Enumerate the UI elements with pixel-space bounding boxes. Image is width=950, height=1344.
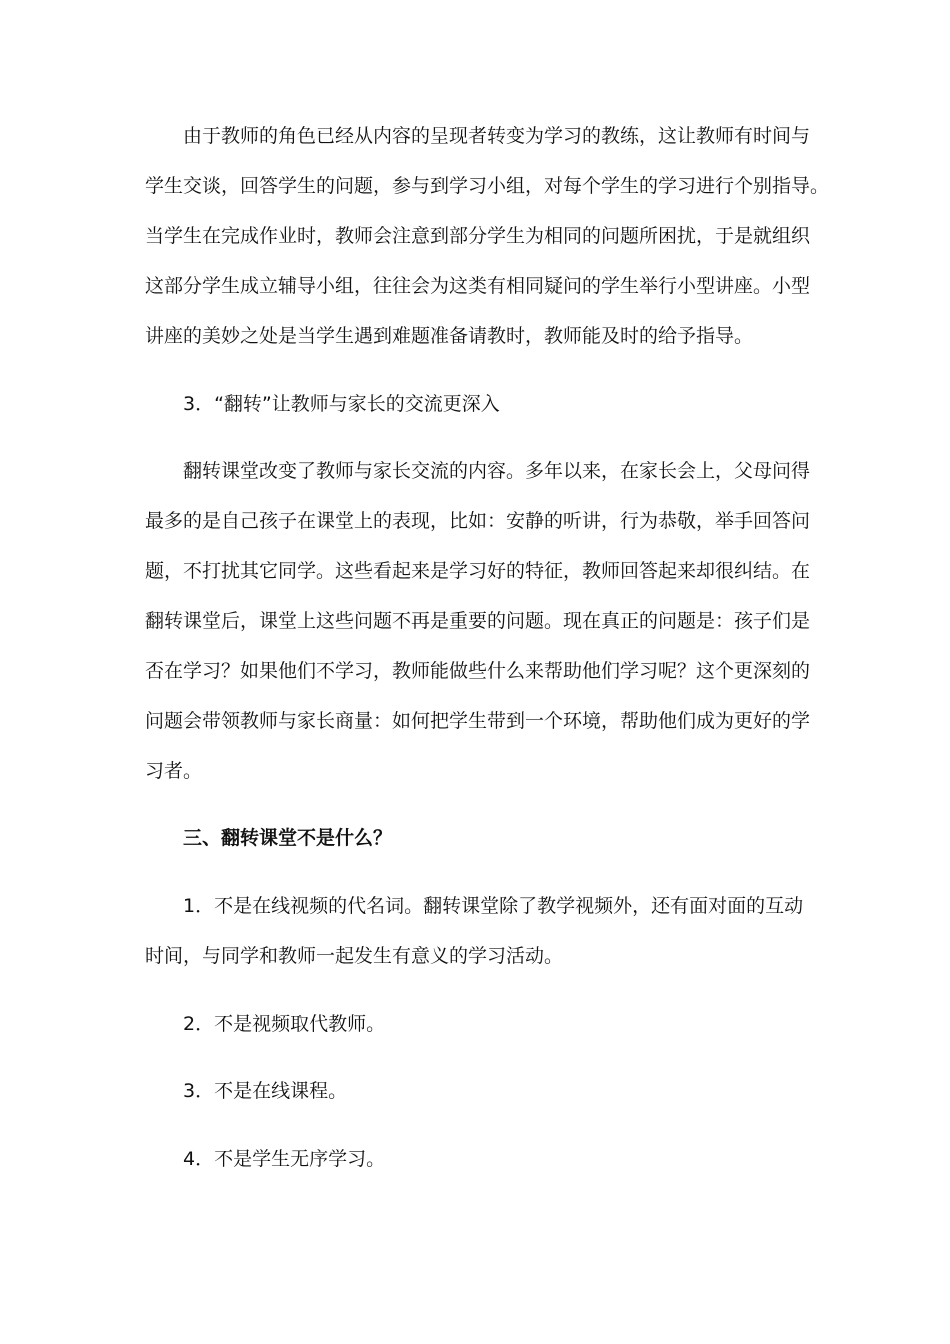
paragraph-line: 题，不打扰其它同学。这些看起来是学习好的特征，教师回答起来却很纠结。在 xyxy=(145,560,811,582)
list-item: 2．不是视频取代教师。 xyxy=(183,1013,386,1035)
paragraph-line: 否在学习？如果他们不学习，教师能做些什么来帮助他们学习呢？这个更深刻的 xyxy=(145,660,811,682)
paragraph-line: 翻转课堂改变了教师与家长交流的内容。多年以来，在家长会上，父母问得 xyxy=(183,460,811,482)
paragraph-line: 这部分学生成立辅导小组，往往会为这类有相同疑问的学生举行小型讲座。小型 xyxy=(145,275,811,297)
paragraph-line: 讲座的美妙之处是当学生遇到难题准备请教时，教师能及时的给予指导。 xyxy=(145,325,754,347)
subsection-heading: 3．“翻转”让教师与家长的交流更深入 xyxy=(183,393,500,415)
paragraph-line: 当学生在完成作业时，教师会注意到部分学生为相同的问题所困扰，于是就组织 xyxy=(145,225,811,247)
paragraph-line: 习者。 xyxy=(145,760,203,782)
paragraph-line: 问题会带领教师与家长商量：如何把学生带到一个环境，帮助他们成为更好的学 xyxy=(145,710,811,732)
paragraph-line: 最多的是自己孩子在课堂上的表现，比如：安静的听讲，行为恭敬，举手回答问 xyxy=(145,510,811,532)
list-item-line: 时间，与同学和教师一起发生有意义的学习活动。 xyxy=(145,945,564,967)
section-heading: 三、翻转课堂不是什么？ xyxy=(183,827,393,849)
paragraph-line: 翻转课堂后，课堂上这些问题不再是重要的问题。现在真正的问题是：孩子们是 xyxy=(145,610,811,632)
paragraph-line: 学生交谈，回答学生的问题，参与到学习小组，对每个学生的学习进行个别指导。 xyxy=(145,175,830,197)
list-item: 4．不是学生无序学习。 xyxy=(183,1148,386,1170)
list-item: 3．不是在线课程。 xyxy=(183,1080,348,1102)
paragraph-line: 由于教师的角色已经从内容的呈现者转变为学习的教练，这让教师有时间与 xyxy=(183,125,811,147)
list-item-line: 1．不是在线视频的代名词。翻转课堂除了教学视频外，还有面对面的互动 xyxy=(183,895,804,917)
